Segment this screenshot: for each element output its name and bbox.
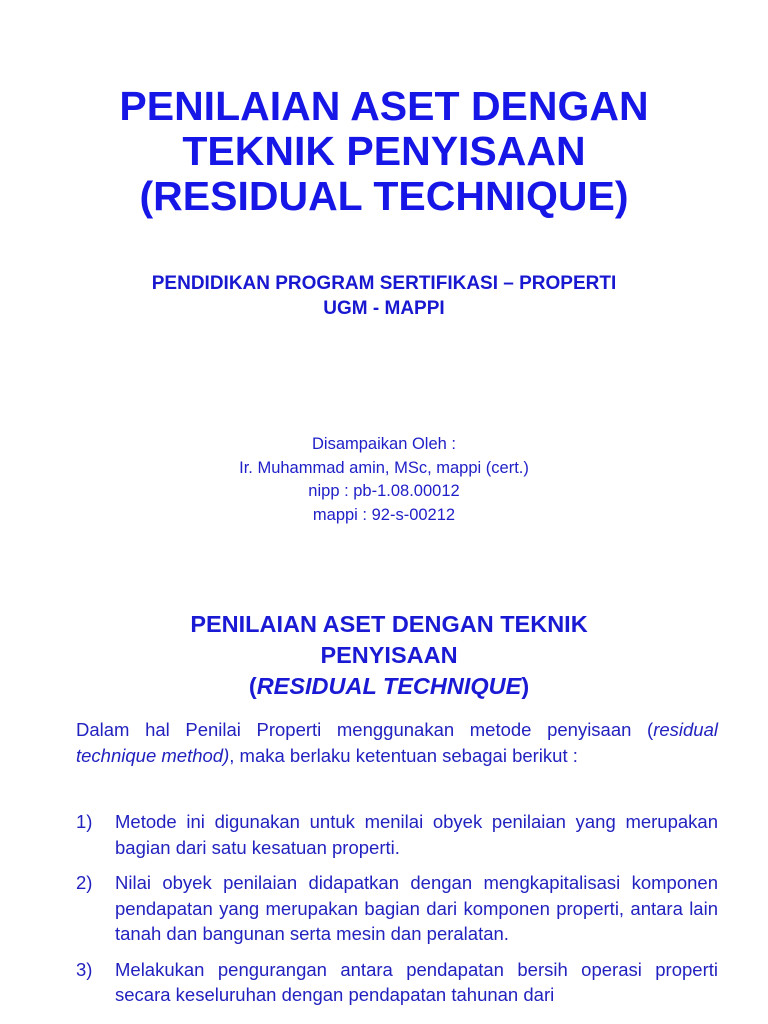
section-title (0, 609, 768, 702)
intro-text-part-1: Dalam hal Penilai Properti menggunakan metode penyisaan ( (76, 719, 654, 740)
section-title-paren-close: ) (521, 673, 530, 699)
presenter-label: Disampaikan Oleh : (312, 435, 456, 453)
presenter-info (0, 433, 768, 527)
list-item-text: Nilai obyek penilaian didapatkan dengan mengkapitalisasi komponen pendapatan yang merupakan bagian dari komponen properti, antara lain tanah dan bangunan serta mesin dan peralatan. (115, 872, 718, 944)
page-title-line-1: PENILAIAN ASET DENGAN (119, 83, 649, 129)
presenter-mappi: mappi : 92-s-00212 (312, 505, 456, 524)
program-subtitle-line-1: PENDIDIKAN PROGRAM SERTIFIKASI – PROPERTI (151, 273, 617, 294)
intro-emphasis: residual technique method) (76, 719, 718, 766)
page-title (0, 84, 768, 219)
list-item-number: 1) (76, 811, 93, 832)
program-subtitle-line-2: UGM - MAPPI (323, 298, 445, 319)
provisions-list (76, 809, 718, 1018)
section-title-line-2: PENYISAAN (320, 642, 458, 668)
content-slide (0, 560, 768, 1024)
section-title-paren-open: ( (248, 673, 257, 699)
presenter-nipp: nipp : pb-1.08.00012 (308, 482, 460, 500)
presenter-name: Ir. Muhammad amin, MSc, mappi (cert.) (239, 458, 529, 477)
section-title-emphasis: RESIDUAL TECHNIQUE (256, 673, 522, 699)
list-item (76, 809, 718, 860)
section-title-line-3 (0, 671, 768, 702)
intro-paragraph (76, 717, 718, 768)
list-item-text: Metode ini digunakan untuk menilai obyek penilaian yang merupakan bagian dari satu kesatuan properti. (115, 811, 718, 858)
intro-text-part-2: , maka berlaku ketentuan sebagai berikut : (229, 744, 578, 766)
list-item (76, 870, 718, 947)
page-title-line-2: TEKNIK PENYISAAN (182, 128, 586, 174)
list-item-text: Melakukan pengurangan antara pendapatan bersih operasi properti secara keseluruhan dengan pendapatan tahunan dari (115, 958, 718, 1005)
list-item-number: 3) (76, 958, 93, 980)
page-title-line-3: (RESIDUAL TECHNIQUE) (139, 173, 629, 219)
list-item-number: 2) (76, 872, 93, 893)
section-title-line-1: PENILAIAN ASET DENGAN TEKNIK (190, 611, 588, 637)
program-subtitle (0, 271, 768, 321)
list-item (76, 957, 718, 1008)
